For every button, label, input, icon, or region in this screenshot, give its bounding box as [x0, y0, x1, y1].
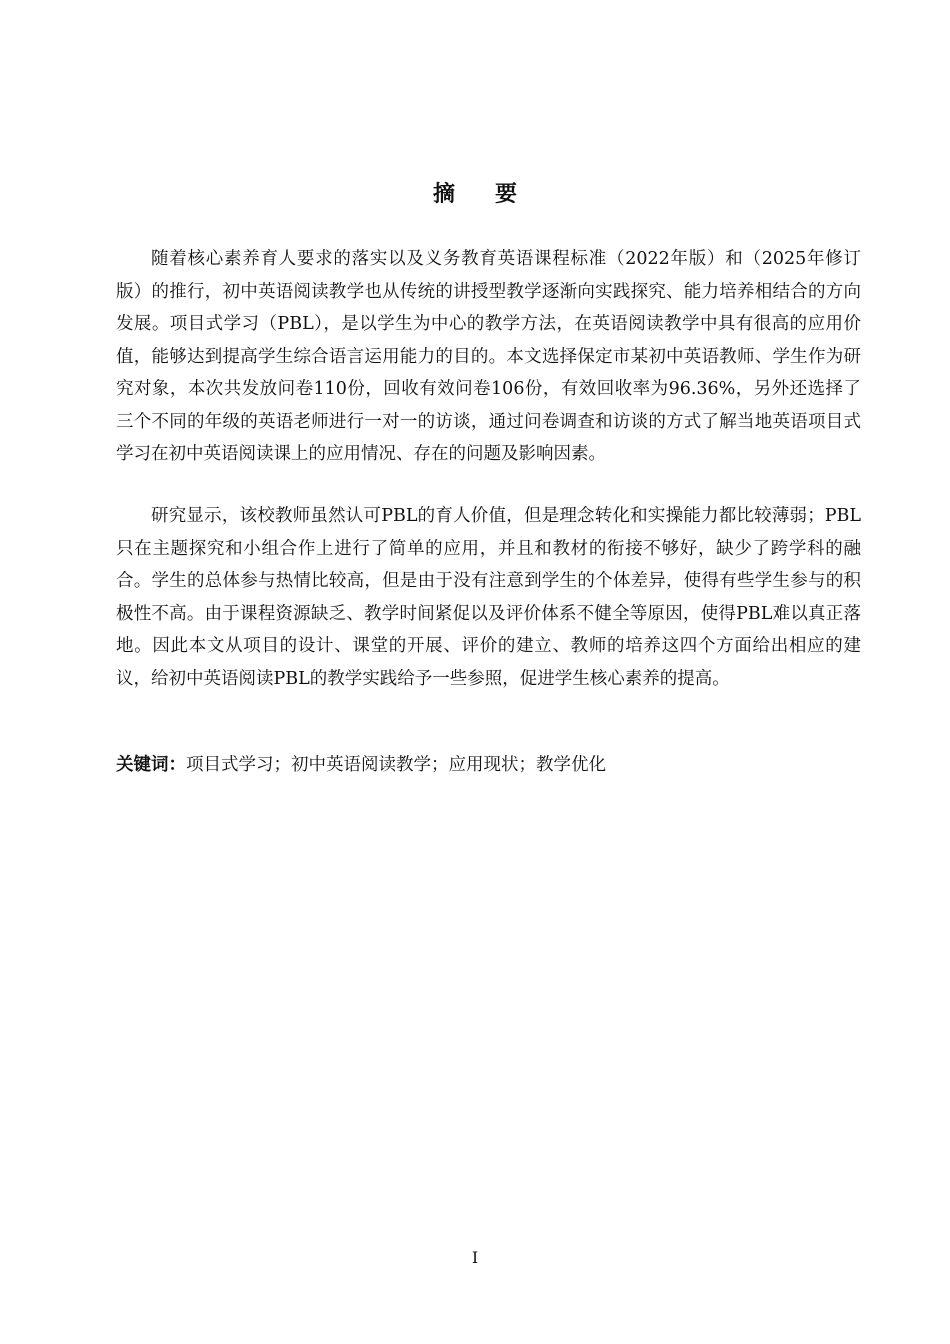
keywords-line	[116, 750, 861, 780]
page-number: I	[471, 1248, 479, 1267]
page-title: 摘要	[432, 182, 557, 207]
paragraph-text: 随着核心素养育人要求的落实以及义务教育英语课程标准（2022年版）和（2025年修订版）的推行，初中英语阅读教学也从传统的讲授型教学逐渐向实践探究、能力培养相结合的方向发展。项目式学习（PBL），是以学生为中心的教学方法，在英语阅读教学中具有很高的应用价值，能够达到提高学生综合语言运用能力的目的。本文选择保定市某初中英语教师、学生作为研究对象，本次共发放问卷110份，回收有效问卷106份，有效回收率为96.36%，另外还选择了三个不同的年级的英语老师进行一对一的访谈，通过问卷调查和访谈的方式了解当地英语项目式学习在初中英语阅读课上的应用情况、存在的问题及影响因素。	[116, 249, 861, 464]
abstract-paragraph-2	[116, 500, 861, 695]
paragraph-text: 研究显示，该校教师虽然认可PBL的育人价值，但是理念转化和实操能力都比较薄弱；PBL只在主题探究和小组合作上进行了简单的应用，并且和教材的衔接不够好，缺少了跨学科的融合。学生的总体参与热情比较高，但是由于没有注意到学生的个体差异，使得有些学生参与的积极性不高。由于课程资源缺乏、教学时间紧促以及评价体系不健全等原因，使得PBL难以真正落地。因此本文从项目的设计、课堂的开展、评价的建立、教师的培养这四个方面给出相应的建议，给初中英语阅读PBL的教学实践给予一些参照，促进学生核心素养的提高。	[116, 506, 861, 689]
abstract-paragraph-1	[116, 243, 861, 471]
keywords-text: 项目式学习；初中英语阅读教学；应用现状；教学优化	[186, 755, 606, 775]
keywords-label: 关键词：	[116, 755, 186, 775]
